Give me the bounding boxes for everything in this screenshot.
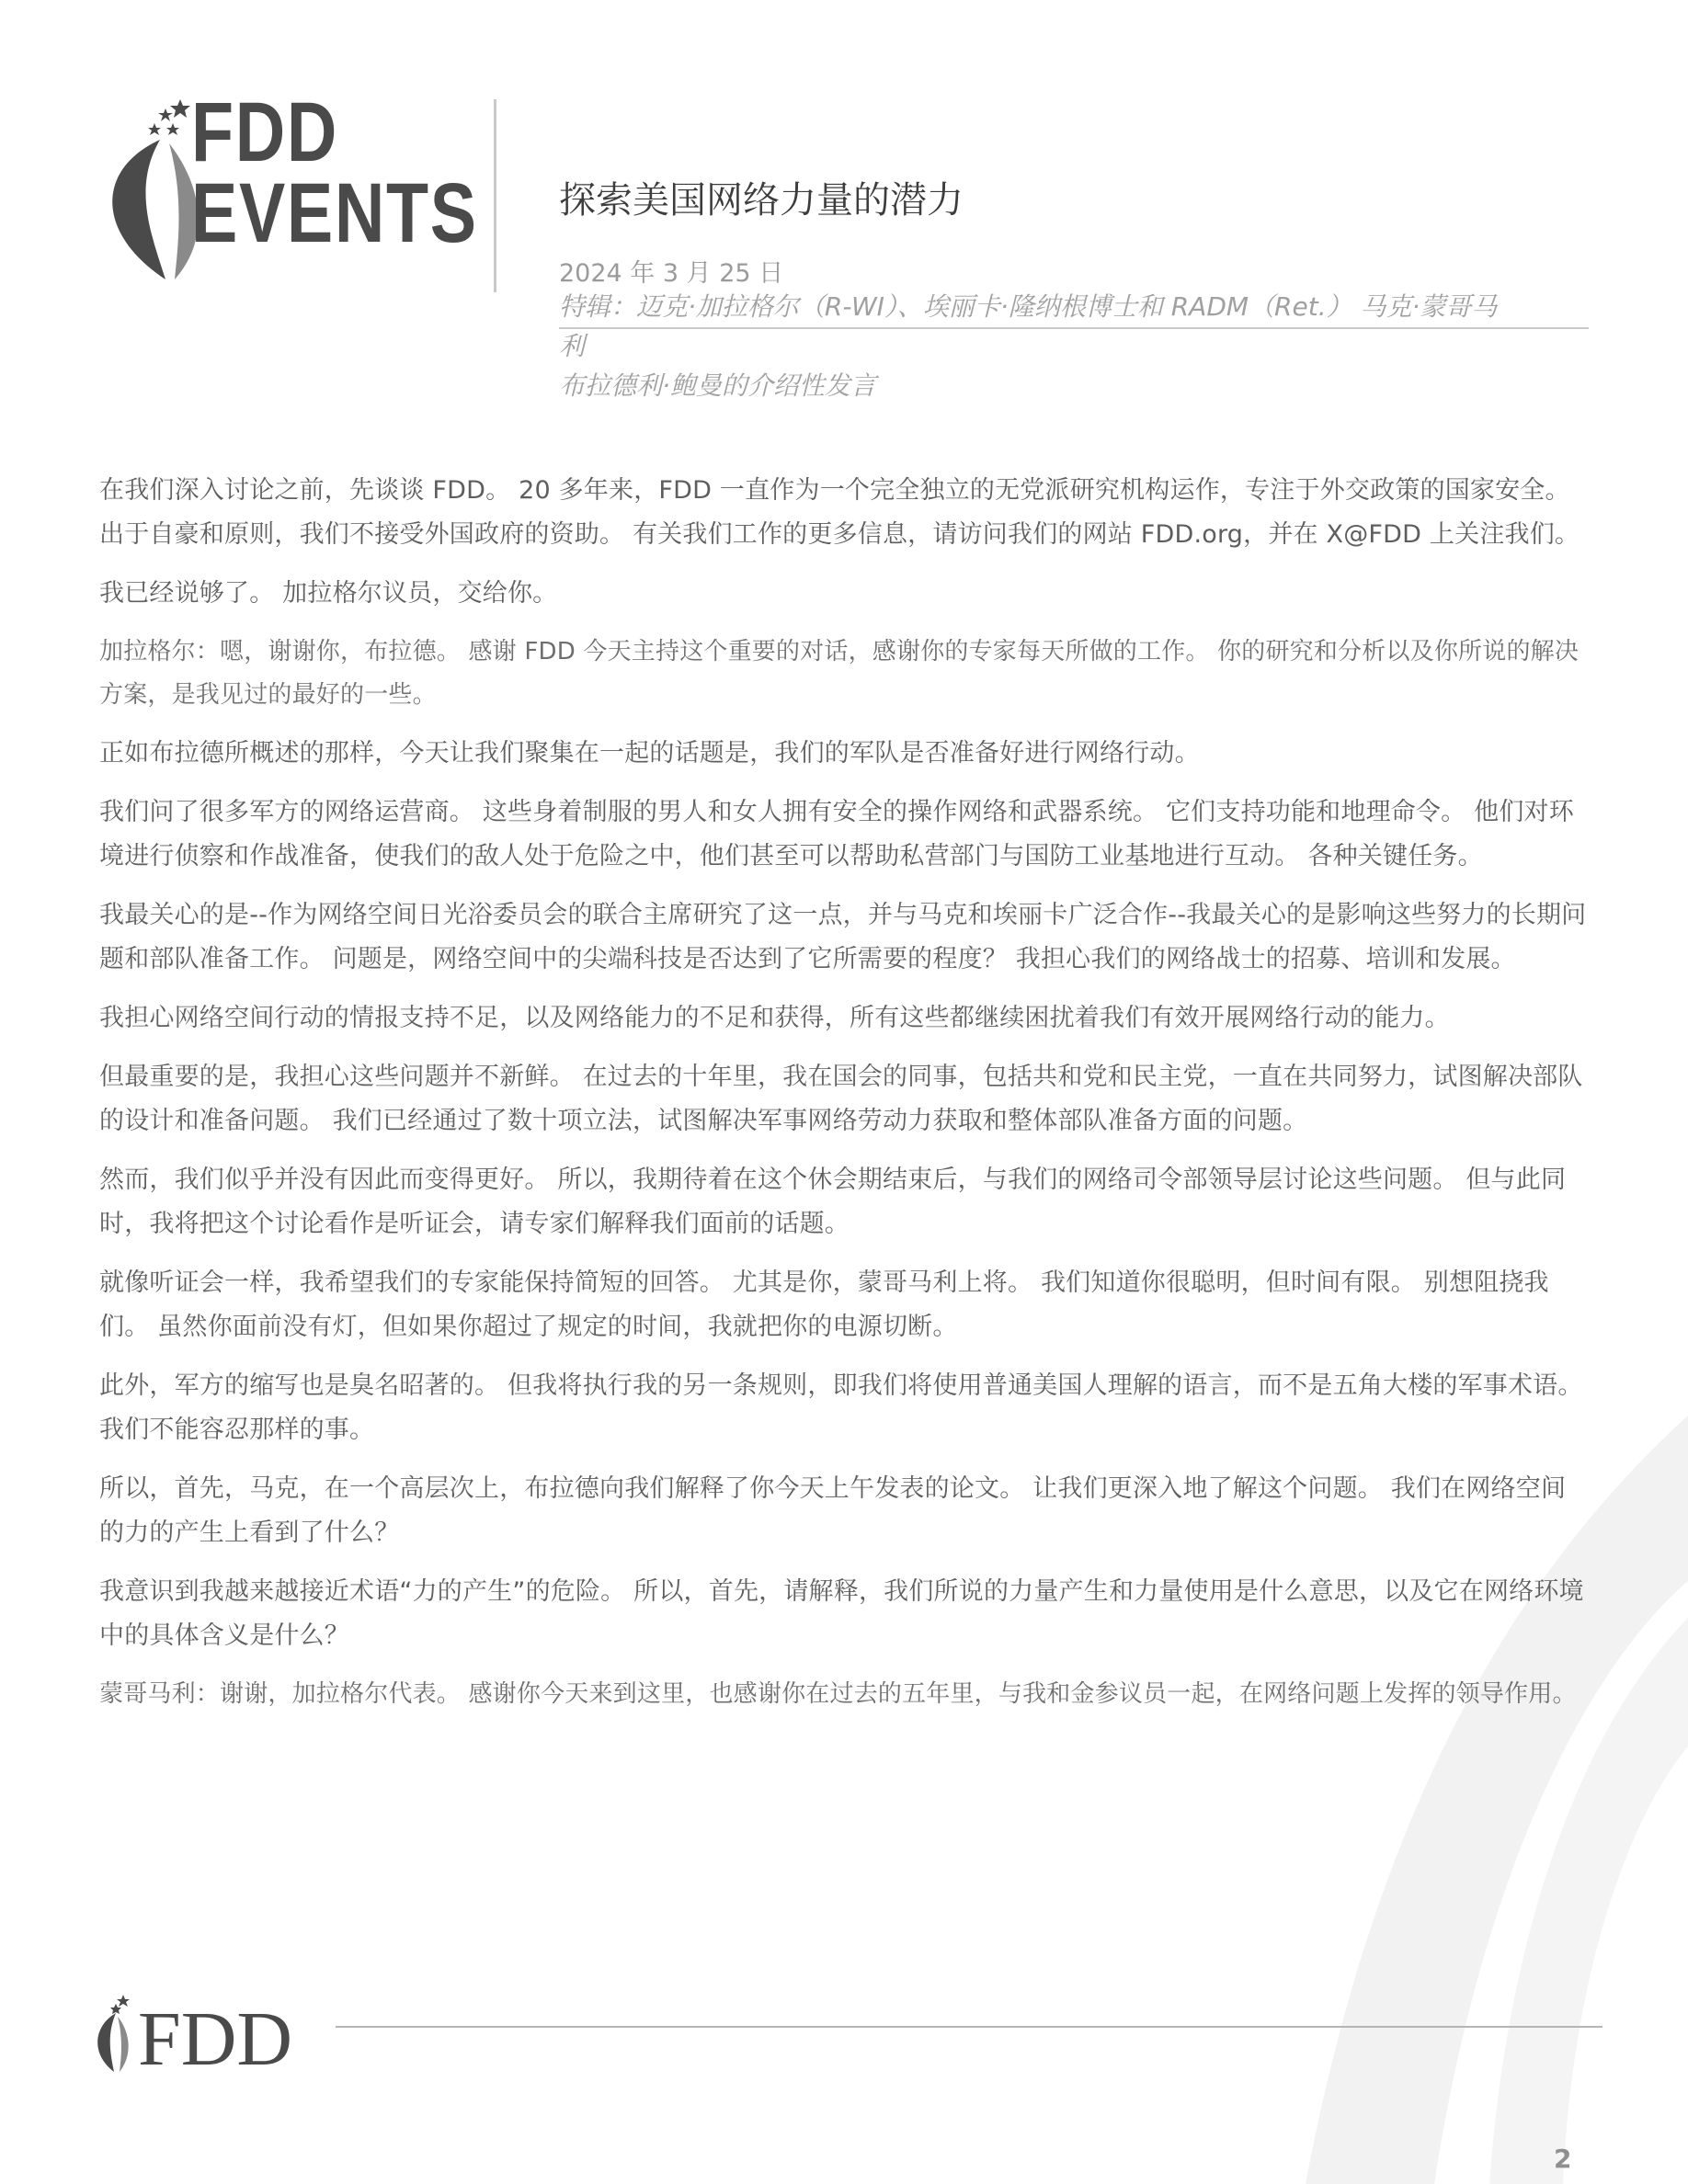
- page-number: 2: [1554, 2144, 1572, 2174]
- logo-wordmark: [191, 85, 478, 260]
- logo-line-events: EVENTS: [191, 166, 478, 260]
- fdd-footer-logo-icon: [96, 1993, 335, 2072]
- featuring-line: 特辑：迈克·加拉格尔（R-WI）、埃丽卡·隆纳根博士和 RADM（Ret.） 马克·蒙哥马: [559, 291, 1498, 322]
- footer-logo-text: FDD: [138, 1996, 293, 2072]
- transcript-body: [99, 469, 1591, 1731]
- paragraph: 但最重要的是，我担心这些问题并不新鲜。 在过去的十年里，我在国会的同事，包括共和党和民主党，一直在共同努力，试图解决部队的设计和准备问题。 我们已经通过了数十项立法，试图解决军事网络劳动力获取和整体部队准备方面的问题。: [99, 1063, 1583, 1135]
- paragraph: 就像听证会一样，我希望我们的专家能保持简短的回答。 尤其是你，蒙哥马利上将。 我们知道你很聪明，但时间有限。 别想阻挠我们。 虽然你面前没有灯，但如果你超过了规定的时间，我就把你的电源切断。: [99, 1268, 1549, 1341]
- paragraph: 我担心网络空间行动的情报支持不足，以及网络能力的不足和获得，所有这些都继续困扰着我们有效开展网络行动的能力。: [99, 1004, 1450, 1032]
- paragraph: 所以，首先，马克，在一个高层次上，布拉德向我们解释了你今天上午发表的论文。 让我们更深入地了解这个问题。 我们在网络空间的力的产生上看到了什么？: [99, 1474, 1567, 1547]
- paragraph: 然而，我们似乎并没有因此而变得更好。 所以，我期待着在这个休会期结束后，与我们的网络司令部领导层讨论这些问题。 但与此同时，我将把这个讨论看作是听证会，请专家们解释我们面前的话题。: [99, 1166, 1567, 1238]
- logo-line-fdd: FDD: [191, 85, 338, 179]
- paragraph: 我已经说够了。 加拉格尔议员，交给你。: [99, 579, 558, 608]
- paragraph: 此外，军方的缩写也是臭名昭著的。 但我将执行我的另一条规则，即我们将使用普通美国人理解的语言，而不是五角大楼的军事术语。 我们不能容忍那样的事。: [99, 1371, 1583, 1444]
- featuring-line: 布拉德利·鲍曼的介绍性发言: [559, 370, 876, 401]
- page-title: 探索美国网络力量的潜力: [559, 179, 964, 222]
- header-divider: [494, 99, 496, 292]
- paragraph: 我最关心的是--作为网络空间日光浴委员会的联合主席研究了这一点，并与马克和埃丽卡广泛合作--我最关心的是影响这些努力的长期问题和部队准备工作。 问题是，网络空间中的尖端科技是否达到了它所需要的程度？ 我担心我们的网络战士的招募、培训和发展。: [99, 901, 1587, 973]
- featuring-block: [559, 287, 1589, 405]
- paragraph: 在我们深入讨论之前，先谈谈 FDD。 20 多年来，FDD 一直作为一个完全独立的无党派研究机构运作，专注于外交政策的国家安全。 出于自豪和原则，我们不接受外国政府的资助。 有关我们工作的更多信息，请访问我们的网站 FDD.org，并在 X@FDD 上关注我们。: [99, 476, 1580, 549]
- footer-rule: [336, 2026, 1602, 2028]
- paragraph: 我们问了很多军方的网络运营商。 这些身着制服的男人和女人拥有安全的操作网络和武器系统。 它们支持功能和地理命令。 他们对环境进行侦察和作战准备，使我们的敌人处于危险之中，他们甚至可以帮助私营部门与国防工业基地进行互动。 各种关键任务。: [99, 798, 1574, 870]
- header: [0, 0, 1688, 432]
- paragraph: 正如布拉德所概述的那样，今天让我们聚集在一起的话题是，我们的军队是否准备好进行网络行动。: [99, 739, 1200, 768]
- footer: [0, 1985, 1688, 2184]
- event-date: 2024 年 3 月 25 日: [559, 259, 784, 288]
- featuring-line: 利: [559, 331, 586, 361]
- paragraph: 我意识到我越来越接近术语“力的产生”的危险。 所以，首先，请解释，我们所说的力量产生和力量使用是什么意思，以及它在网络环境中的具体含义是什么？: [99, 1577, 1584, 1650]
- speaker-paragraph: 蒙哥马利：谢谢，加拉格尔代表。 感谢你今天来到这里，也感谢你在过去的五年里，与我和金参议员一起，在网络问题上发挥的领导作用。: [99, 1680, 1577, 1708]
- speaker-paragraph: 加拉格尔：嗯，谢谢你，布拉德。 感谢 FDD 今天主持这个重要的对话，感谢你的专家每天所做的工作。 你的研究和分析以及你所说的解决方案，是我见过的最好的一些。: [99, 638, 1580, 709]
